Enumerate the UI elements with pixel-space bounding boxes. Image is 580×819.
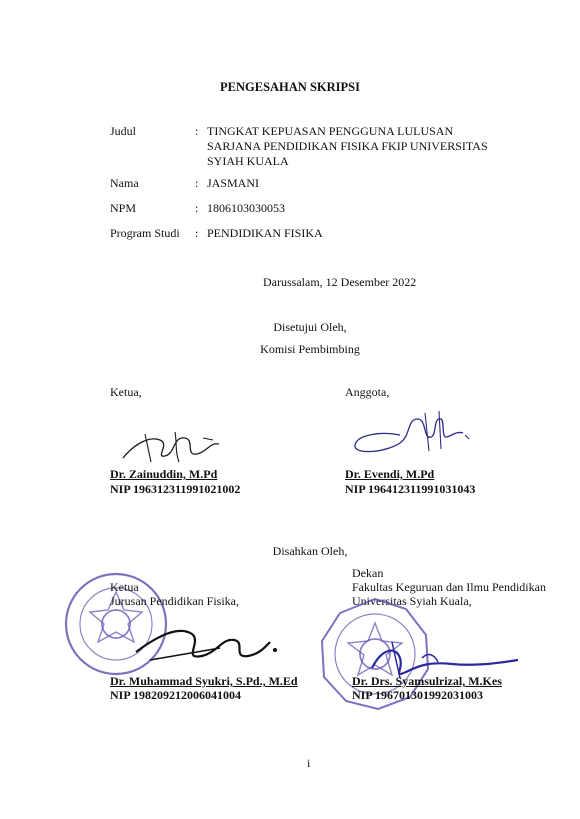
chair-nip: NIP 196312311991021002 — [110, 482, 241, 496]
head-signature — [130, 612, 280, 672]
field-label-nama: Nama — [110, 176, 139, 190]
field-label-judul: Judul — [110, 124, 137, 138]
dean-nip: NIP 196701301992031003 — [352, 688, 484, 702]
field-value-nama: JASMANI — [207, 176, 260, 190]
left-role-line: Jurusan Pendidikan Fisika, — [110, 594, 239, 608]
member-role: Anggota, — [345, 385, 390, 399]
left-role-line: Ketua — [110, 580, 139, 594]
page-title: PENGESAHAN SKRIPSI — [220, 80, 360, 94]
member-name: Dr. Evendi, M.Pd — [345, 467, 435, 481]
head-name: Dr. Muhammad Syukri, S.Pd., M.Ed — [110, 674, 298, 688]
right-role-line: Dekan — [352, 566, 384, 580]
judul-line: SARJANA PENDIDIKAN FISIKA FKIP UNIVERSITAS — [207, 139, 488, 153]
field-label-program-studi: Program Studi — [110, 226, 180, 240]
dean-name: Dr. Drs. Syamsulrizal, M.Kes — [352, 674, 502, 688]
ratified-by: Disahkan Oleh, — [272, 544, 348, 558]
member-nip: NIP 196412311991031043 — [345, 482, 476, 496]
colon: : — [195, 201, 199, 215]
chair-signature — [115, 428, 225, 468]
judul-line: SYIAH KUALA — [207, 154, 289, 168]
colon: : — [195, 226, 199, 240]
committee-label: Komisi Pembimbing — [260, 342, 360, 356]
chair-name: Dr. Zainuddin, M.Pd — [110, 467, 218, 481]
place-date: Darussalam, 12 Desember 2022 — [263, 275, 417, 289]
judul-line: TINGKAT KEPUASAN PENGGUNA LULUSAN — [207, 124, 454, 138]
left-role — [110, 580, 239, 608]
right-role-line: Fakultas Keguruan dan Ilmu Pendidikan — [352, 580, 546, 594]
page-number: i — [307, 756, 311, 770]
colon: : — [195, 176, 199, 190]
right-role-line: Universitas Syiah Kuala, — [352, 594, 472, 608]
colon: : — [195, 124, 199, 138]
field-label-npm: NPM — [110, 201, 137, 215]
head-nip: NIP 198209212006041004 — [110, 688, 242, 702]
approved-by: Disetujui Oleh, — [273, 320, 347, 334]
field-value-program-studi: PENDIDIKAN FISIKA — [207, 226, 323, 240]
field-value-judul — [207, 124, 488, 169]
field-value-npm: 1806103030053 — [207, 201, 285, 215]
member-signature — [345, 405, 475, 460]
chair-role: Ketua, — [110, 385, 142, 399]
